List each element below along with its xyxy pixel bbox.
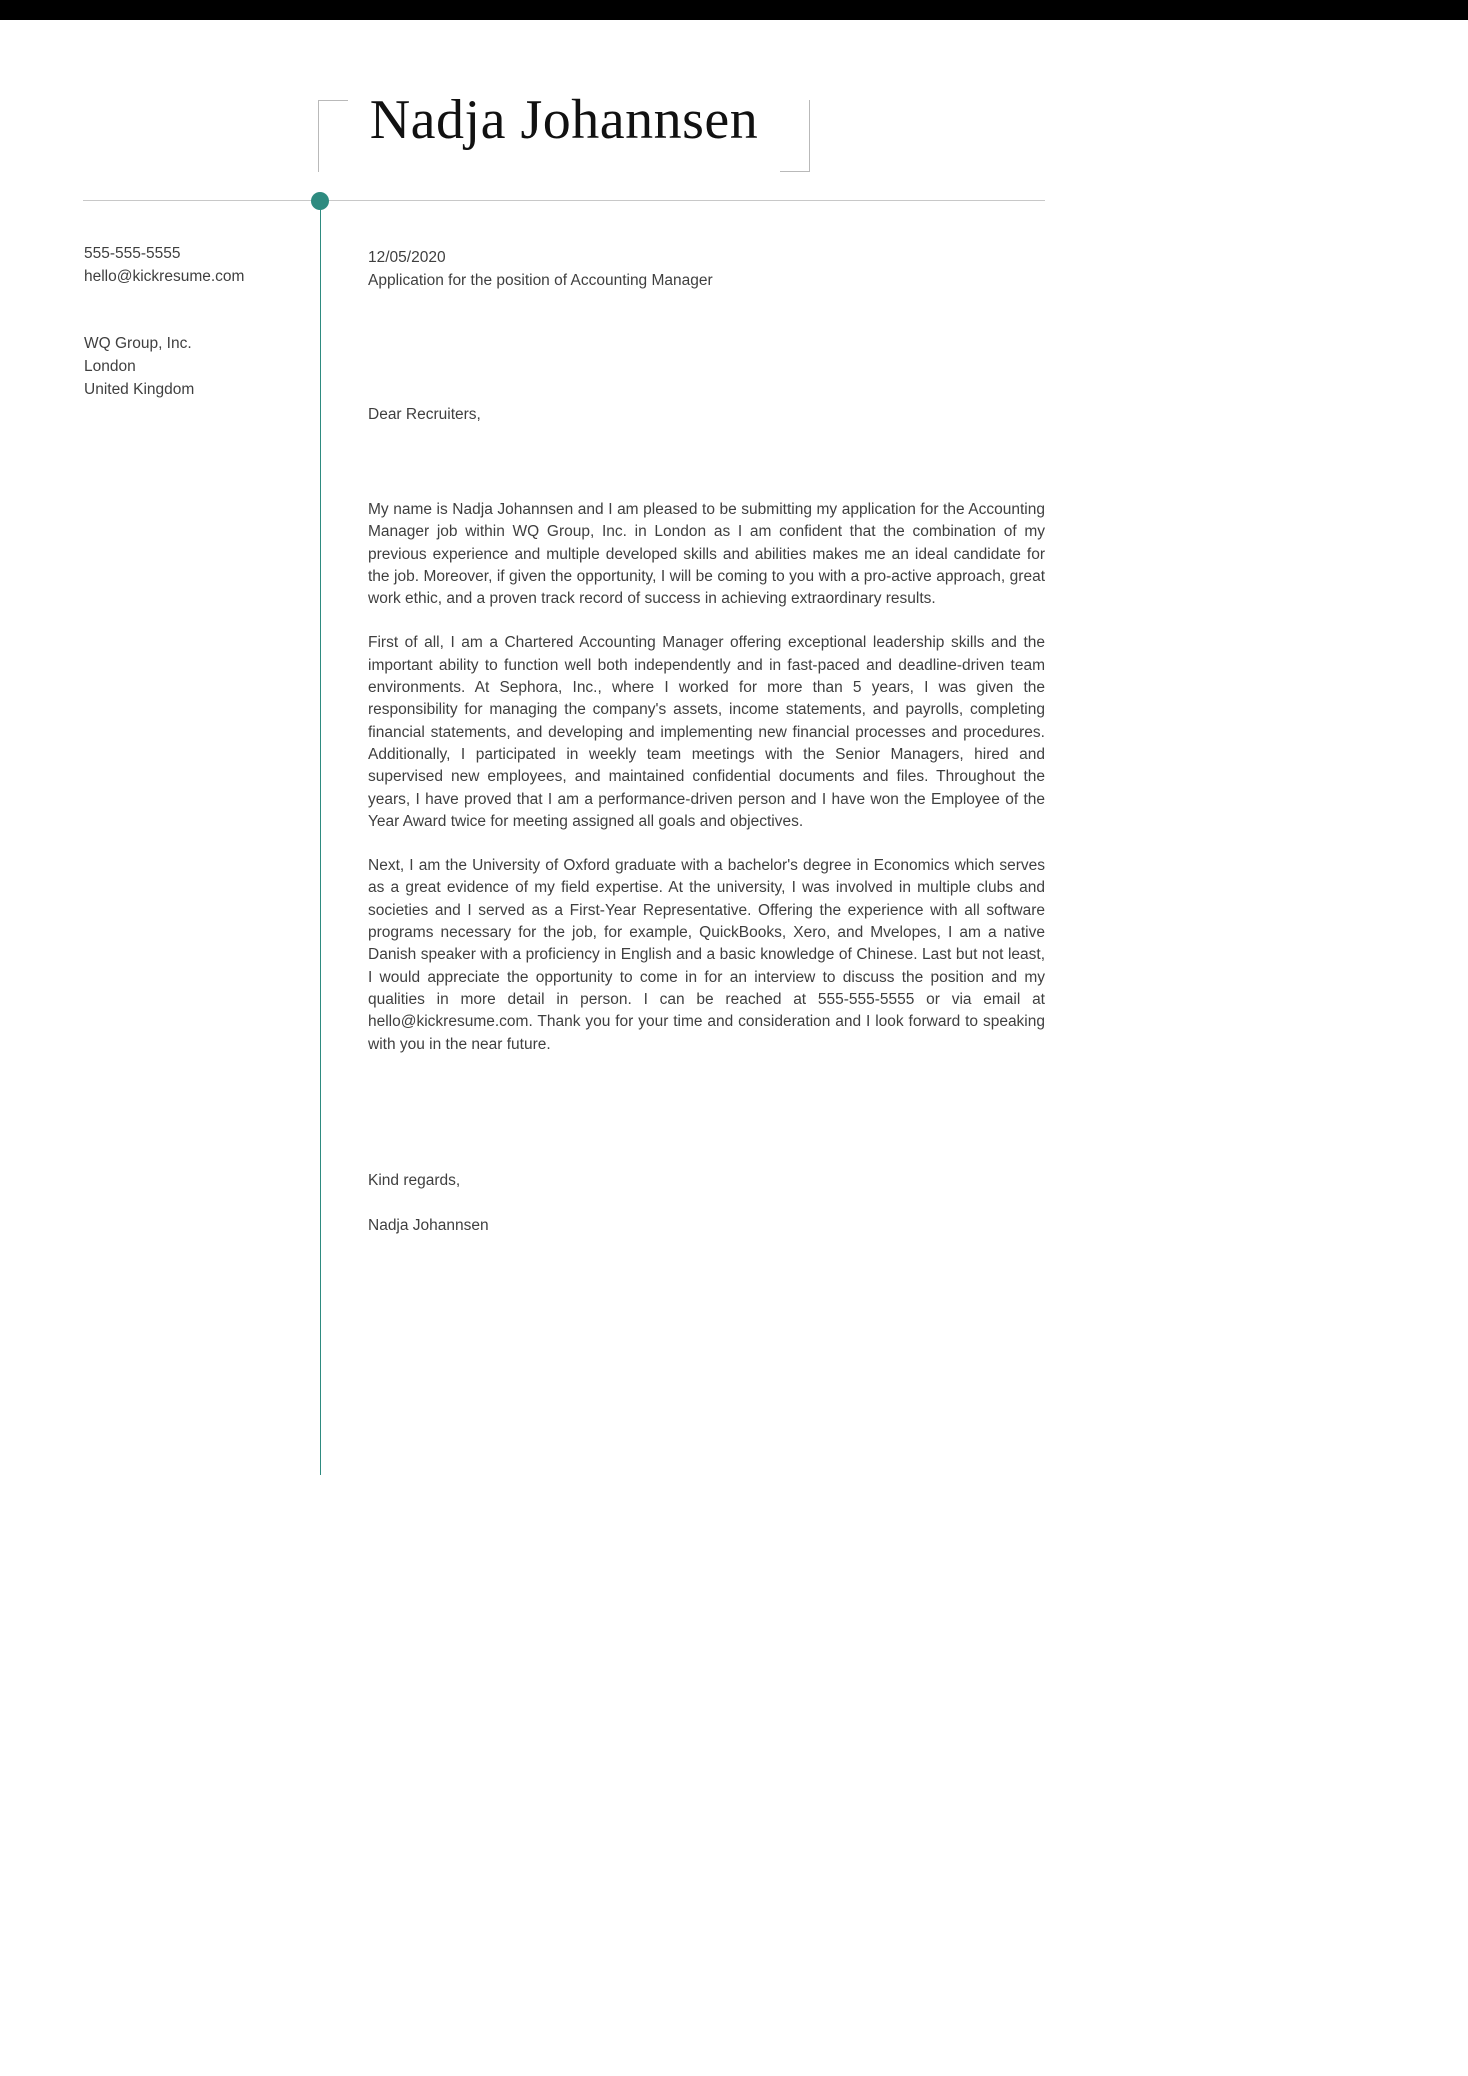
letter-closing: Kind regards, [368, 1171, 461, 1189]
top-accent-bar [0, 0, 1468, 20]
letter-subject: Application for the position of Accounting Manager [368, 272, 713, 289]
accent-dot [311, 192, 329, 210]
recipient-company: WQ Group, Inc. [84, 335, 192, 352]
applicant-name: Nadja Johannsen [369, 89, 759, 151]
contact-block [84, 242, 294, 288]
letter-header [0, 20, 1468, 200]
recipient-city: London [84, 358, 136, 375]
vertical-divider-line [320, 200, 322, 1475]
letter-paragraph: My name is Nadja Johannsen and I am pleased to be submitting my application for the Accounting Manager job within WQ Group, Inc. in London as I am confident that the combination of my previous experience and multiple developed skills and abilities makes me an ideal candidate for the job. Moreover, if given the opportunity, I will be coming to you with a pro-active approach, great work ethic, and a proven track record of success in achieving extraordinary results. [368, 501, 1045, 608]
sidebar-contact-column [84, 242, 294, 401]
letter-body-column [368, 246, 1045, 1237]
header-divider-rule [83, 200, 1045, 201]
letter-salutation: Dear Recruiters, [368, 406, 481, 423]
name-block [318, 78, 810, 170]
letter-paragraph: Next, I am the University of Oxford graduate with a bachelor's degree in Economics which serves as a great evidence of my field expertise. At the university, I was involved in multiple clubs and societies and I served as a First-Year Representative. Offering the experience with all software programs necessary for the job, for example, QuickBooks, Xero, and Mvelopes, I am a native Danish speaker with a proficiency in English and a basic knowledge of Chinese. Last but not least, I would appreciate the opportunity to come in for an interview to discuss the position and my qualities in more detail in person. I can be reached at 555-555-5555 or via email at hello@kickresume.com. Thank you for your time and consideration and I look forward to speaking with you in the near future. [368, 857, 1045, 1053]
recipient-country: United Kingdom [84, 381, 195, 398]
recipient-block [84, 332, 294, 401]
contact-phone: 555-555-5555 [84, 245, 181, 262]
letter-date: 12/05/2020 [368, 249, 446, 266]
letter-signature: Nadja Johannsen [368, 1216, 489, 1234]
contact-email: hello@kickresume.com [84, 268, 245, 285]
letter-paragraph: First of all, I am a Chartered Accounting Manager offering exceptional leadership skills and the important ability to function well both independently and in fast-paced and deadline-driven team environments. At Sephora, Inc., where I worked for more than 5 years, I was given the responsibility for managing the company's assets, income statements, and payrolls, completing financial statements, and developing and implementing new financial processes and procedures. Additionally, I participated in weekly team meetings with the Senior Managers, hired and supervised new employees, and maintained confidential documents and files. Throughout the years, I have proved that I am a performance-driven person and I have won the Employee of the Year Award twice for meeting assigned all goals and objectives. [368, 634, 1045, 830]
